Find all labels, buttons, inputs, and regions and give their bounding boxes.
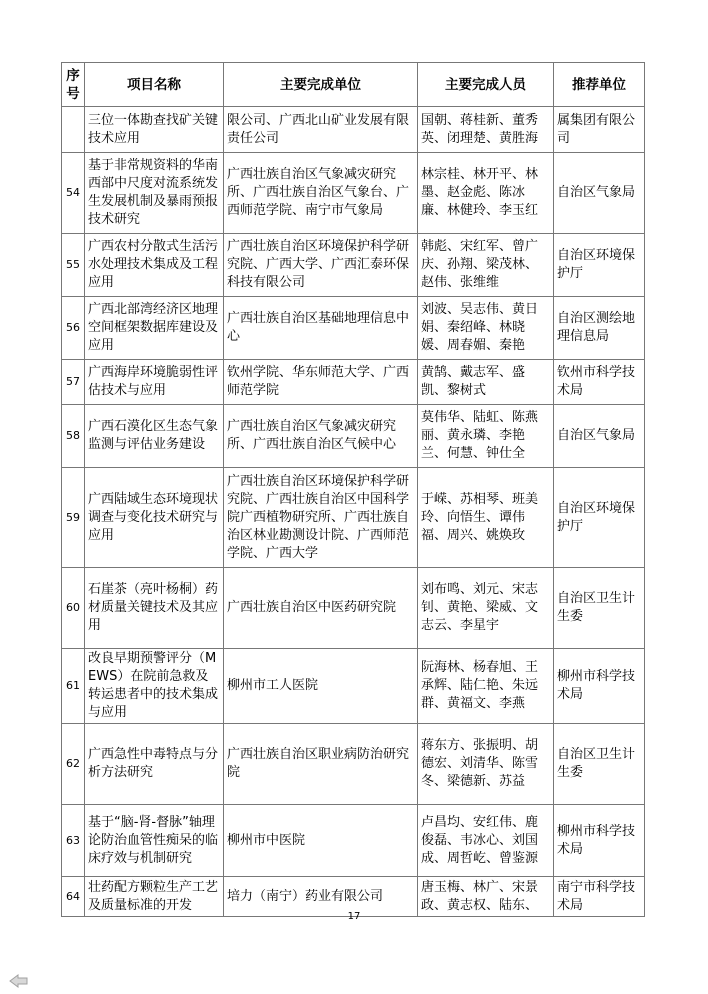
recommender: 钦州市科学技术局 (554, 360, 645, 405)
recommender: 自治区环境保护厅 (554, 468, 645, 568)
main-people: 蒋东方、张振明、胡德宏、刘清华、陈雪冬、梁德新、苏益 (418, 724, 554, 805)
recommender: 自治区测绘地理信息局 (554, 297, 645, 360)
table-row (62, 649, 645, 724)
main-people: 国朝、蒋桂新、董秀英、闭理楚、黄胜海 (418, 107, 554, 153)
project-name: 三位一体勘查找矿关键技术应用 (85, 107, 224, 153)
main-units: 钦州学院、华东师范大学、广西师范学院 (224, 360, 418, 405)
row-number: 61 (62, 649, 85, 724)
recommender: 柳州市科学技术局 (554, 805, 645, 877)
row-number: 56 (62, 297, 85, 360)
project-name: 广西农村分散式生活污水处理技术集成及工程应用 (85, 234, 224, 297)
row-number: 54 (62, 153, 85, 234)
row-number: 58 (62, 405, 85, 468)
row-number: 57 (62, 360, 85, 405)
main-people: 黄鹄、戴志军、盛凯、黎树式 (418, 360, 554, 405)
project-name: 改良早期预警评分（MEWS）在院前急救及转运患者中的技术集成与应用 (85, 649, 224, 724)
main-units: 广西壮族自治区气象减灾研究所、广西壮族自治区气象台、广西师范学院、南宁市气象局 (224, 153, 418, 234)
table-row (62, 805, 645, 877)
table-row (62, 153, 645, 234)
recommender: 南宁市科学技术局 (554, 877, 645, 917)
main-people: 阮海林、杨春旭、王承辉、陆仁艳、朱远群、黄福文、李燕 (418, 649, 554, 724)
row-number: 63 (62, 805, 85, 877)
recommender: 自治区环境保护厅 (554, 234, 645, 297)
row-number: 60 (62, 568, 85, 649)
main-people: 刘布鸣、刘元、宋志钊、黄艳、梁威、文志云、李星宇 (418, 568, 554, 649)
project-name: 广西石漠化区生态气象监测与评估业务建设 (85, 405, 224, 468)
main-units: 广西壮族自治区环境保护科学研究院、广西壮族自治区中国科学院广西植物研究所、广西壮族自治区林业勘测设计院、广西师范学院、广西大学 (224, 468, 418, 568)
table-row (62, 568, 645, 649)
recommender: 柳州市科学技术局 (554, 649, 645, 724)
row-number: 64 (62, 877, 85, 917)
table-row (62, 360, 645, 405)
recommender: 自治区气象局 (554, 405, 645, 468)
main-people: 于嵘、苏相琴、班美玲、向悟生、谭伟福、周兴、姚焕玫 (418, 468, 554, 568)
main-units: 柳州市中医院 (224, 805, 418, 877)
project-name: 壮药配方颗粒生产工艺及质量标准的开发 (85, 877, 224, 917)
project-name: 广西急性中毒特点与分析方法研究 (85, 724, 224, 805)
header-project-name: 项目名称 (85, 63, 224, 107)
main-people: 卢昌均、安红伟、鹿俊磊、韦冰心、刘国成、周哲屹、曾鉴源 (418, 805, 554, 877)
project-name: 基于“脑-肾-督脉”轴理论防治血管性痴呆的临床疗效与机制研究 (85, 805, 224, 877)
main-units: 培力（南宁）药业有限公司 (224, 877, 418, 917)
main-units: 限公司、广西北山矿业发展有限责任公司 (224, 107, 418, 153)
main-units: 广西壮族自治区气象减灾研究所、广西壮族自治区气候中心 (224, 405, 418, 468)
main-people: 韩彪、宋红军、曾广庆、孙翔、梁茂林、赵伟、张维维 (418, 234, 554, 297)
main-units: 广西壮族自治区职业病防治研究院 (224, 724, 418, 805)
header-main-people: 主要完成人员 (418, 63, 554, 107)
page-number: 17 (347, 911, 361, 922)
main-people: 刘波、吴志伟、黄日娟、秦绍峰、林晓媛、周春媚、秦艳 (418, 297, 554, 360)
project-name: 广西陆域生态环境现状调查与变化技术研究与应用 (85, 468, 224, 568)
recommender: 自治区卫生计生委 (554, 724, 645, 805)
project-name: 广西海岸环境脆弱性评估技术与应用 (85, 360, 224, 405)
row-number: 59 (62, 468, 85, 568)
recommender: 自治区卫生计生委 (554, 568, 645, 649)
main-people: 莫伟华、陆虹、陈燕丽、黄永璘、李艳兰、何慧、钟仕全 (418, 405, 554, 468)
table-row (62, 468, 645, 568)
table-row (62, 234, 645, 297)
main-units: 广西壮族自治区中医药研究院 (224, 568, 418, 649)
header-main-units: 主要完成单位 (224, 63, 418, 107)
row-number: 62 (62, 724, 85, 805)
back-arrow-icon[interactable] (9, 973, 29, 989)
project-name: 基于非常规资料的华南西部中尺度对流系统发生发展机制及暴雨预报技术研究 (85, 153, 224, 234)
project-name: 广西北部湾经济区地理空间框架数据库建设及应用 (85, 297, 224, 360)
projects-table (61, 62, 645, 917)
header-recommender: 推荐单位 (554, 63, 645, 107)
main-people: 唐玉梅、林广、宋景政、黄志权、陆东、 (418, 877, 554, 917)
table-row (62, 724, 645, 805)
main-people: 林宗桂、林开平、林墨、赵金彪、陈冰廉、林健玲、李玉红 (418, 153, 554, 234)
main-units: 广西壮族自治区环境保护科学研究院、广西大学、广西汇泰环保科技有限公司 (224, 234, 418, 297)
table-row (62, 107, 645, 153)
table-row (62, 297, 645, 360)
row-number: 55 (62, 234, 85, 297)
recommender: 自治区气象局 (554, 153, 645, 234)
table-header-row (62, 63, 645, 107)
main-units: 柳州市工人医院 (224, 649, 418, 724)
recommender: 属集团有限公司 (554, 107, 645, 153)
main-units: 广西壮族自治区基础地理信息中心 (224, 297, 418, 360)
header-number: 序号 (62, 63, 85, 107)
table-row (62, 405, 645, 468)
project-name: 石崖茶（亮叶杨桐）药材质量关键技术及其应用 (85, 568, 224, 649)
row-number (62, 107, 85, 153)
